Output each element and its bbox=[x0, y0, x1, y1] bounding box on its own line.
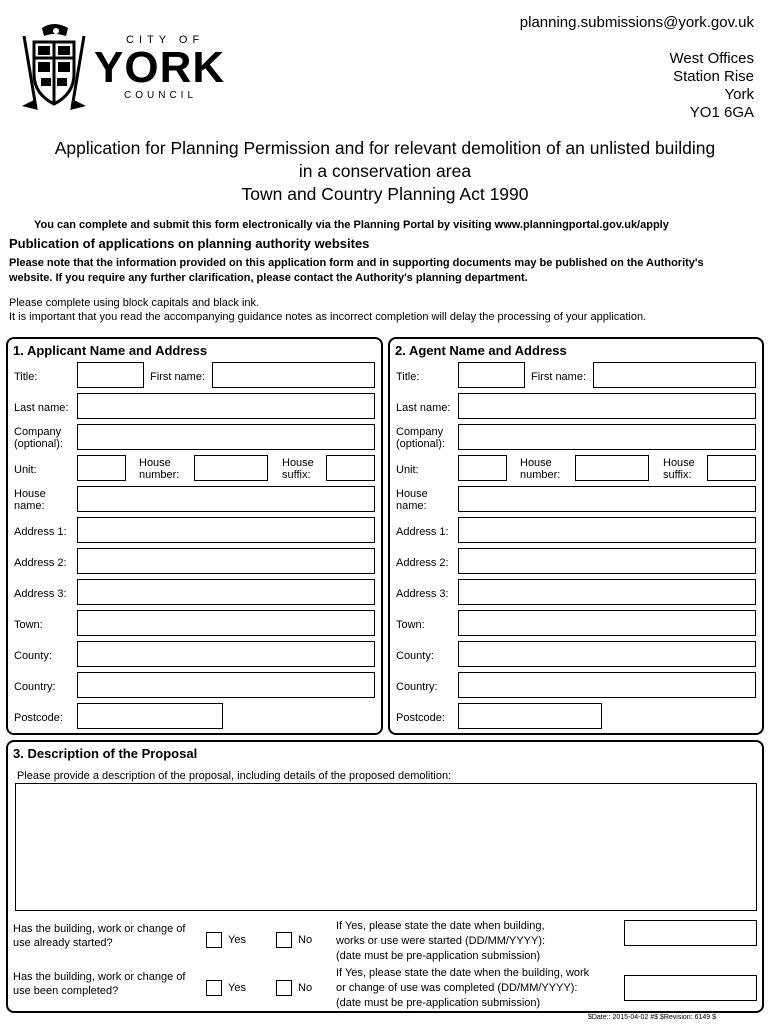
address-line: West Offices bbox=[669, 50, 754, 67]
logo-council-text: COUNCIL bbox=[124, 90, 198, 101]
first-name-label: First name: bbox=[531, 371, 587, 383]
no-label: No bbox=[298, 982, 313, 994]
last-name-label: Last name: bbox=[14, 402, 69, 414]
applicant-town-field[interactable] bbox=[77, 610, 375, 636]
town-label: Town: bbox=[396, 619, 425, 631]
logo-york-text: YORK bbox=[94, 43, 226, 92]
agent-house-number-field[interactable] bbox=[575, 455, 649, 481]
applicant-company-field[interactable] bbox=[77, 424, 375, 450]
applicant-country-field[interactable] bbox=[77, 672, 375, 698]
applicant-section bbox=[6, 337, 383, 735]
form-title bbox=[0, 137, 770, 206]
agent-address2-field[interactable] bbox=[458, 548, 756, 574]
agent-last-name-field[interactable] bbox=[458, 393, 756, 419]
agent-town-field[interactable] bbox=[458, 610, 756, 636]
company-label: Company (optional): bbox=[14, 426, 63, 450]
address3-label: Address 3: bbox=[14, 588, 67, 600]
planning-portal-note: You can complete and submit this form electronically via the Planning Portal by visiting www.planningportal.gov.uk/apply bbox=[34, 219, 669, 231]
applicant-postcode-field[interactable] bbox=[77, 703, 223, 729]
description-section-heading: 3. Description of the Proposal bbox=[13, 746, 198, 761]
company-label: Company (optional): bbox=[396, 426, 445, 450]
publication-heading: Publication of applications on planning authority websites bbox=[9, 236, 370, 251]
agent-company-field[interactable] bbox=[458, 424, 756, 450]
agent-section-heading: 2. Agent Name and Address bbox=[395, 343, 567, 358]
description-section bbox=[6, 740, 764, 1013]
applicant-address3-field[interactable] bbox=[77, 579, 375, 605]
house-name-label: House name: bbox=[396, 488, 428, 512]
completed-yes-checkbox[interactable] bbox=[206, 980, 222, 996]
agent-county-field[interactable] bbox=[458, 641, 756, 667]
form-title-line: in a conservation area bbox=[298, 161, 472, 181]
first-name-label: First name: bbox=[150, 371, 206, 383]
started-no-checkbox[interactable] bbox=[276, 932, 292, 948]
address3-label: Address 3: bbox=[396, 588, 449, 600]
address-line: York bbox=[724, 86, 754, 103]
started-date-prompt bbox=[336, 919, 545, 964]
house-suffix-label: House suffix: bbox=[663, 457, 695, 481]
applicant-address2-field[interactable] bbox=[77, 548, 375, 574]
contact-email[interactable]: planning.submissions@york.gov.uk bbox=[519, 14, 754, 31]
completed-date-prompt bbox=[336, 966, 589, 1011]
county-label: County: bbox=[14, 650, 52, 662]
completed-question: Has the building, work or change of use been completed? bbox=[13, 971, 186, 997]
title-label: Title: bbox=[396, 371, 420, 383]
town-label: Town: bbox=[14, 619, 43, 631]
house-number-label: House number: bbox=[520, 457, 561, 481]
completed-no-checkbox[interactable] bbox=[276, 980, 292, 996]
started-date-field[interactable] bbox=[624, 920, 757, 946]
started-question: Has the building, work or change of use already started? bbox=[13, 923, 186, 949]
form-title-line: Application for Planning Permission and for relevant demolition of an unlisted building bbox=[54, 138, 716, 158]
address2-label: Address 2: bbox=[396, 557, 449, 569]
house-name-label: House name: bbox=[14, 488, 46, 512]
applicant-unit-field[interactable] bbox=[77, 455, 126, 481]
agent-house-name-field[interactable] bbox=[458, 486, 756, 512]
postcode-label: Postcode: bbox=[14, 712, 63, 724]
county-label: County: bbox=[396, 650, 434, 662]
completion-instructions bbox=[9, 296, 759, 324]
form-subtitle: Town and Country Planning Act 1990 bbox=[241, 184, 529, 204]
agent-country-field[interactable] bbox=[458, 672, 756, 698]
applicant-first-name-field[interactable] bbox=[212, 362, 375, 388]
address-line: YO1 6GA bbox=[689, 104, 754, 121]
no-label: No bbox=[298, 934, 313, 946]
agent-address3-field[interactable] bbox=[458, 579, 756, 605]
proposal-description-field[interactable] bbox=[15, 783, 757, 911]
country-label: Country: bbox=[396, 681, 438, 693]
publication-note: Please note that the information provided on this application form and in supporting documents may be published on the Authority's website. If you require any further clarification, please contact the Authority's planning department. bbox=[9, 257, 704, 284]
logo-city-text: CITY OF bbox=[126, 34, 205, 46]
agent-section bbox=[388, 337, 764, 735]
date-prompt-line: (date must be pre-application submission) bbox=[336, 997, 541, 1009]
last-name-label: Last name: bbox=[396, 402, 451, 414]
agent-title-field[interactable] bbox=[458, 362, 525, 388]
title-label: Title: bbox=[14, 371, 38, 383]
applicant-address1-field[interactable] bbox=[77, 517, 375, 543]
applicant-house-name-field[interactable] bbox=[77, 486, 375, 512]
date-prompt-line: If Yes, please state the date when the building, work bbox=[336, 967, 590, 979]
address1-label: Address 1: bbox=[396, 526, 449, 538]
applicant-last-name-field[interactable] bbox=[77, 393, 375, 419]
date-prompt-line: or change of use was completed (DD/MM/YYYY): bbox=[336, 982, 578, 994]
applicant-house-suffix-field[interactable] bbox=[326, 455, 375, 481]
agent-address1-field[interactable] bbox=[458, 517, 756, 543]
date-prompt-line: (date must be pre-application submission) bbox=[336, 950, 541, 962]
applicant-county-field[interactable] bbox=[77, 641, 375, 667]
instruction-line: It is important that you read the accompanying guidance notes as incorrect completion will delay the processing of your application. bbox=[9, 311, 647, 323]
yes-label: Yes bbox=[228, 934, 246, 946]
city-of-york-council-logo bbox=[22, 22, 242, 114]
instruction-line: Please complete using block capitals and black ink. bbox=[9, 297, 260, 309]
started-yes-checkbox[interactable] bbox=[206, 932, 222, 948]
coat-of-arms-icon bbox=[22, 22, 86, 114]
country-label: Country: bbox=[14, 681, 56, 693]
date-prompt-line: If Yes, please state the date when building, bbox=[336, 920, 545, 932]
applicant-title-field[interactable] bbox=[77, 362, 144, 388]
postcode-label: Postcode: bbox=[396, 712, 445, 724]
unit-label: Unit: bbox=[396, 464, 419, 476]
applicant-house-number-field[interactable] bbox=[194, 455, 268, 481]
house-suffix-label: House suffix: bbox=[282, 457, 314, 481]
address1-label: Address 1: bbox=[14, 526, 67, 538]
agent-unit-field[interactable] bbox=[458, 455, 507, 481]
agent-house-suffix-field[interactable] bbox=[707, 455, 756, 481]
date-prompt-line: works or use were started (DD/MM/YYYY): bbox=[336, 935, 546, 947]
postal-address bbox=[670, 50, 754, 122]
completed-date-field[interactable] bbox=[624, 975, 757, 1001]
applicant-section-heading: 1. Applicant Name and Address bbox=[13, 343, 208, 358]
agent-first-name-field[interactable] bbox=[593, 362, 756, 388]
address2-label: Address 2: bbox=[14, 557, 67, 569]
house-number-label: House number: bbox=[139, 457, 180, 481]
address-line: Station Rise bbox=[673, 68, 754, 85]
description-prompt: Please provide a description of the proposal, including details of the proposed demolition: bbox=[17, 770, 452, 782]
agent-postcode-field[interactable] bbox=[458, 703, 602, 729]
yes-label: Yes bbox=[228, 982, 246, 994]
revision-stamp: $Date:: 2015-04-02 #$ $Revision: 6149 $ bbox=[587, 1014, 716, 1021]
unit-label: Unit: bbox=[14, 464, 37, 476]
